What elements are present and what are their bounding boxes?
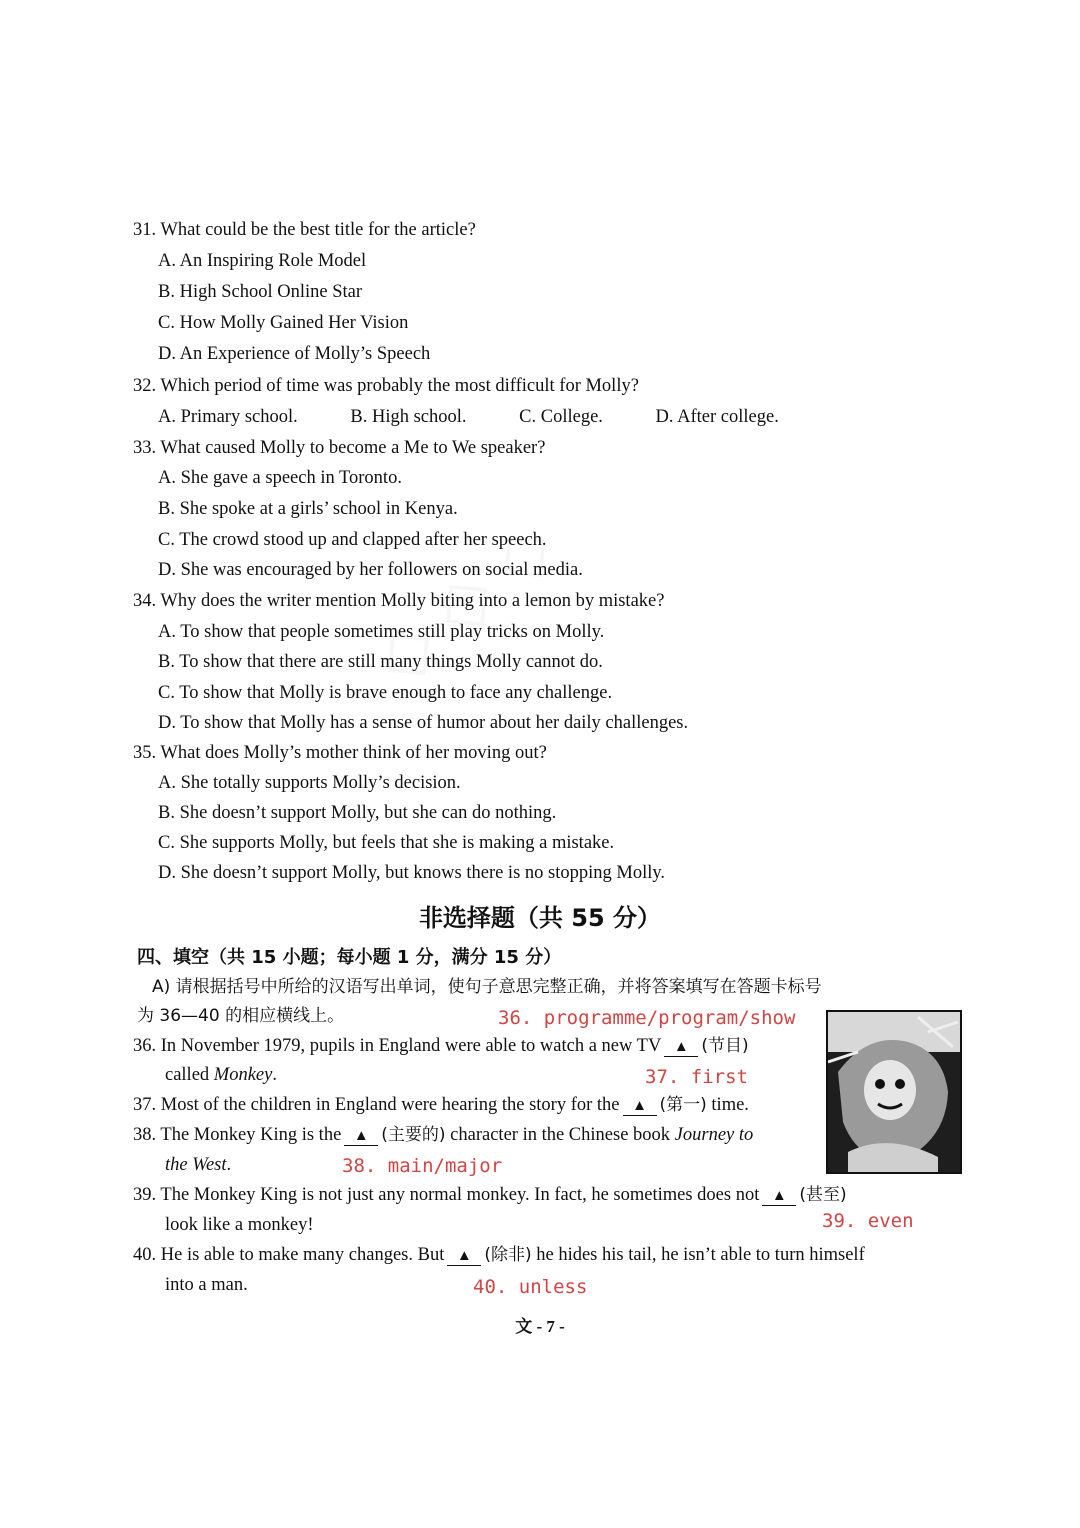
q34-stem: 34. Why does the writer mention Molly biting into a lemon by mistake?	[133, 591, 665, 611]
q37-blank	[623, 1096, 657, 1116]
answer-40: 40. unless	[473, 1276, 588, 1298]
q36-end: .	[272, 1065, 277, 1085]
section-title: 四、填空（共 15 小题；每小题 1 分，满分 15 分）	[137, 947, 562, 968]
q38-line2	[165, 1153, 231, 1177]
q40-hint: (除非)	[484, 1245, 532, 1265]
q36-line1	[133, 1034, 749, 1058]
blank-marker-icon: ▲	[353, 1128, 369, 1144]
q38-line1	[133, 1123, 753, 1147]
blank-marker-icon: ▲	[456, 1248, 472, 1264]
q36-text: 36. In November 1979, pupils in England were able to watch a new TV	[133, 1036, 662, 1056]
blank-marker-icon: ▲	[771, 1188, 787, 1204]
q31-option-b: B. High School Online Star	[158, 282, 363, 302]
q36-title: Monkey	[213, 1065, 273, 1085]
blank-marker-icon: ▲	[632, 1098, 647, 1114]
answer-39: 39. even	[822, 1210, 914, 1232]
q37-line	[133, 1093, 749, 1117]
section-instruction-line2: 为 36—40 的相应横线上。	[137, 1006, 345, 1026]
q36-called: called	[165, 1065, 210, 1085]
q40-mid: he hides his tail, he isn’t able to turn himself	[531, 1245, 865, 1265]
q31-option-a: A. An Inspiring Role Model	[158, 251, 367, 271]
monkey-king-icon	[828, 1012, 960, 1172]
q35-option-c: C. She supports Molly, but feels that she is making a mistake.	[158, 833, 615, 853]
q32-stem: 32. Which period of time was probably the most difficult for Molly?	[133, 376, 639, 396]
q31-option-d: D. An Experience of Molly’s Speech	[158, 344, 431, 364]
q38-hint: (主要的)	[381, 1125, 446, 1145]
part-heading: 非选择题（共 55 分）	[418, 904, 662, 932]
q37-end: time.	[706, 1095, 749, 1115]
q34-option-a: A. To show that people sometimes still play tricks on Molly.	[158, 622, 605, 642]
page-footer: 文 - 7 -	[515, 1317, 565, 1336]
q32-option-b: B. High school.	[350, 407, 467, 427]
q32-options	[158, 405, 827, 429]
q31-option-c: C. How Molly Gained Her Vision	[158, 313, 409, 333]
q36-line2	[165, 1063, 277, 1087]
q36-hint: (节目)	[701, 1036, 749, 1056]
q39-line1	[133, 1183, 847, 1207]
q39-blank	[762, 1186, 796, 1206]
q34-option-c: C. To show that Molly is brave enough to face any challenge.	[158, 683, 613, 703]
q40-blank	[447, 1246, 481, 1266]
q37-hint: (第一)	[659, 1095, 707, 1115]
q33-option-c: C. The crowd stood up and clapped after her speech.	[158, 530, 547, 550]
q39-line2: look like a monkey!	[165, 1215, 314, 1235]
q40-line2: into a man.	[165, 1275, 248, 1295]
q31-stem: 31. What could be the best title for the article?	[133, 220, 476, 240]
q35-option-d: D. She doesn’t support Molly, but knows there is no stopping Molly.	[158, 863, 666, 883]
answer-37: 37. first	[645, 1066, 748, 1088]
q40-line1	[133, 1243, 865, 1267]
q32-option-c: C. College.	[519, 407, 603, 427]
q38-blank	[344, 1126, 378, 1146]
q33-stem: 33. What caused Molly to become a Me to We speaker?	[133, 438, 546, 458]
q38-end: .	[226, 1155, 232, 1175]
blank-marker-icon: ▲	[673, 1039, 689, 1055]
answer-36: 36. programme/program/show	[498, 1007, 796, 1029]
q38-text: 38. The Monkey King is the	[133, 1125, 342, 1145]
q34-option-d: D. To show that Molly has a sense of humor about her daily challenges.	[158, 713, 689, 733]
q39-text: 39. The Monkey King is not just any normal monkey. In fact, he sometimes does not	[133, 1185, 760, 1205]
q38-book-title-1: Journey to	[674, 1125, 754, 1145]
q33-option-d: D. She was encouraged by her followers on social media.	[158, 560, 583, 580]
q34-option-b: B. To show that there are still many things Molly cannot do.	[158, 652, 603, 672]
q37-text: 37. Most of the children in England were hearing the story for the	[133, 1095, 620, 1115]
answer-38: 38. main/major	[342, 1155, 503, 1177]
q35-stem: 35. What does Molly’s mother think of her moving out?	[133, 743, 547, 763]
q35-option-b: B. She doesn’t support Molly, but she can do nothing.	[158, 803, 557, 823]
q38-mid: character in the Chinese book	[445, 1125, 671, 1145]
q36-blank	[664, 1037, 698, 1057]
q35-option-a: A. She totally supports Molly’s decision.	[158, 773, 461, 793]
q33-option-a: A. She gave a speech in Toronto.	[158, 468, 402, 488]
section-instruction-line1: A) 请根据括号中所给的汉语写出单词，使句子意思完整正确，并将答案填写在答题卡标号	[152, 977, 822, 997]
q33-option-b: B. She spoke at a girls’ school in Kenya.	[158, 499, 458, 519]
q32-option-d: D. After college.	[655, 407, 779, 427]
q39-hint: (甚至)	[799, 1185, 847, 1205]
q32-option-a: A. Primary school.	[158, 407, 298, 427]
q38-book-title-2: the West	[165, 1155, 227, 1175]
monkey-king-picture	[826, 1010, 962, 1174]
q40-text: 40. He is able to make many changes. But	[133, 1245, 445, 1265]
